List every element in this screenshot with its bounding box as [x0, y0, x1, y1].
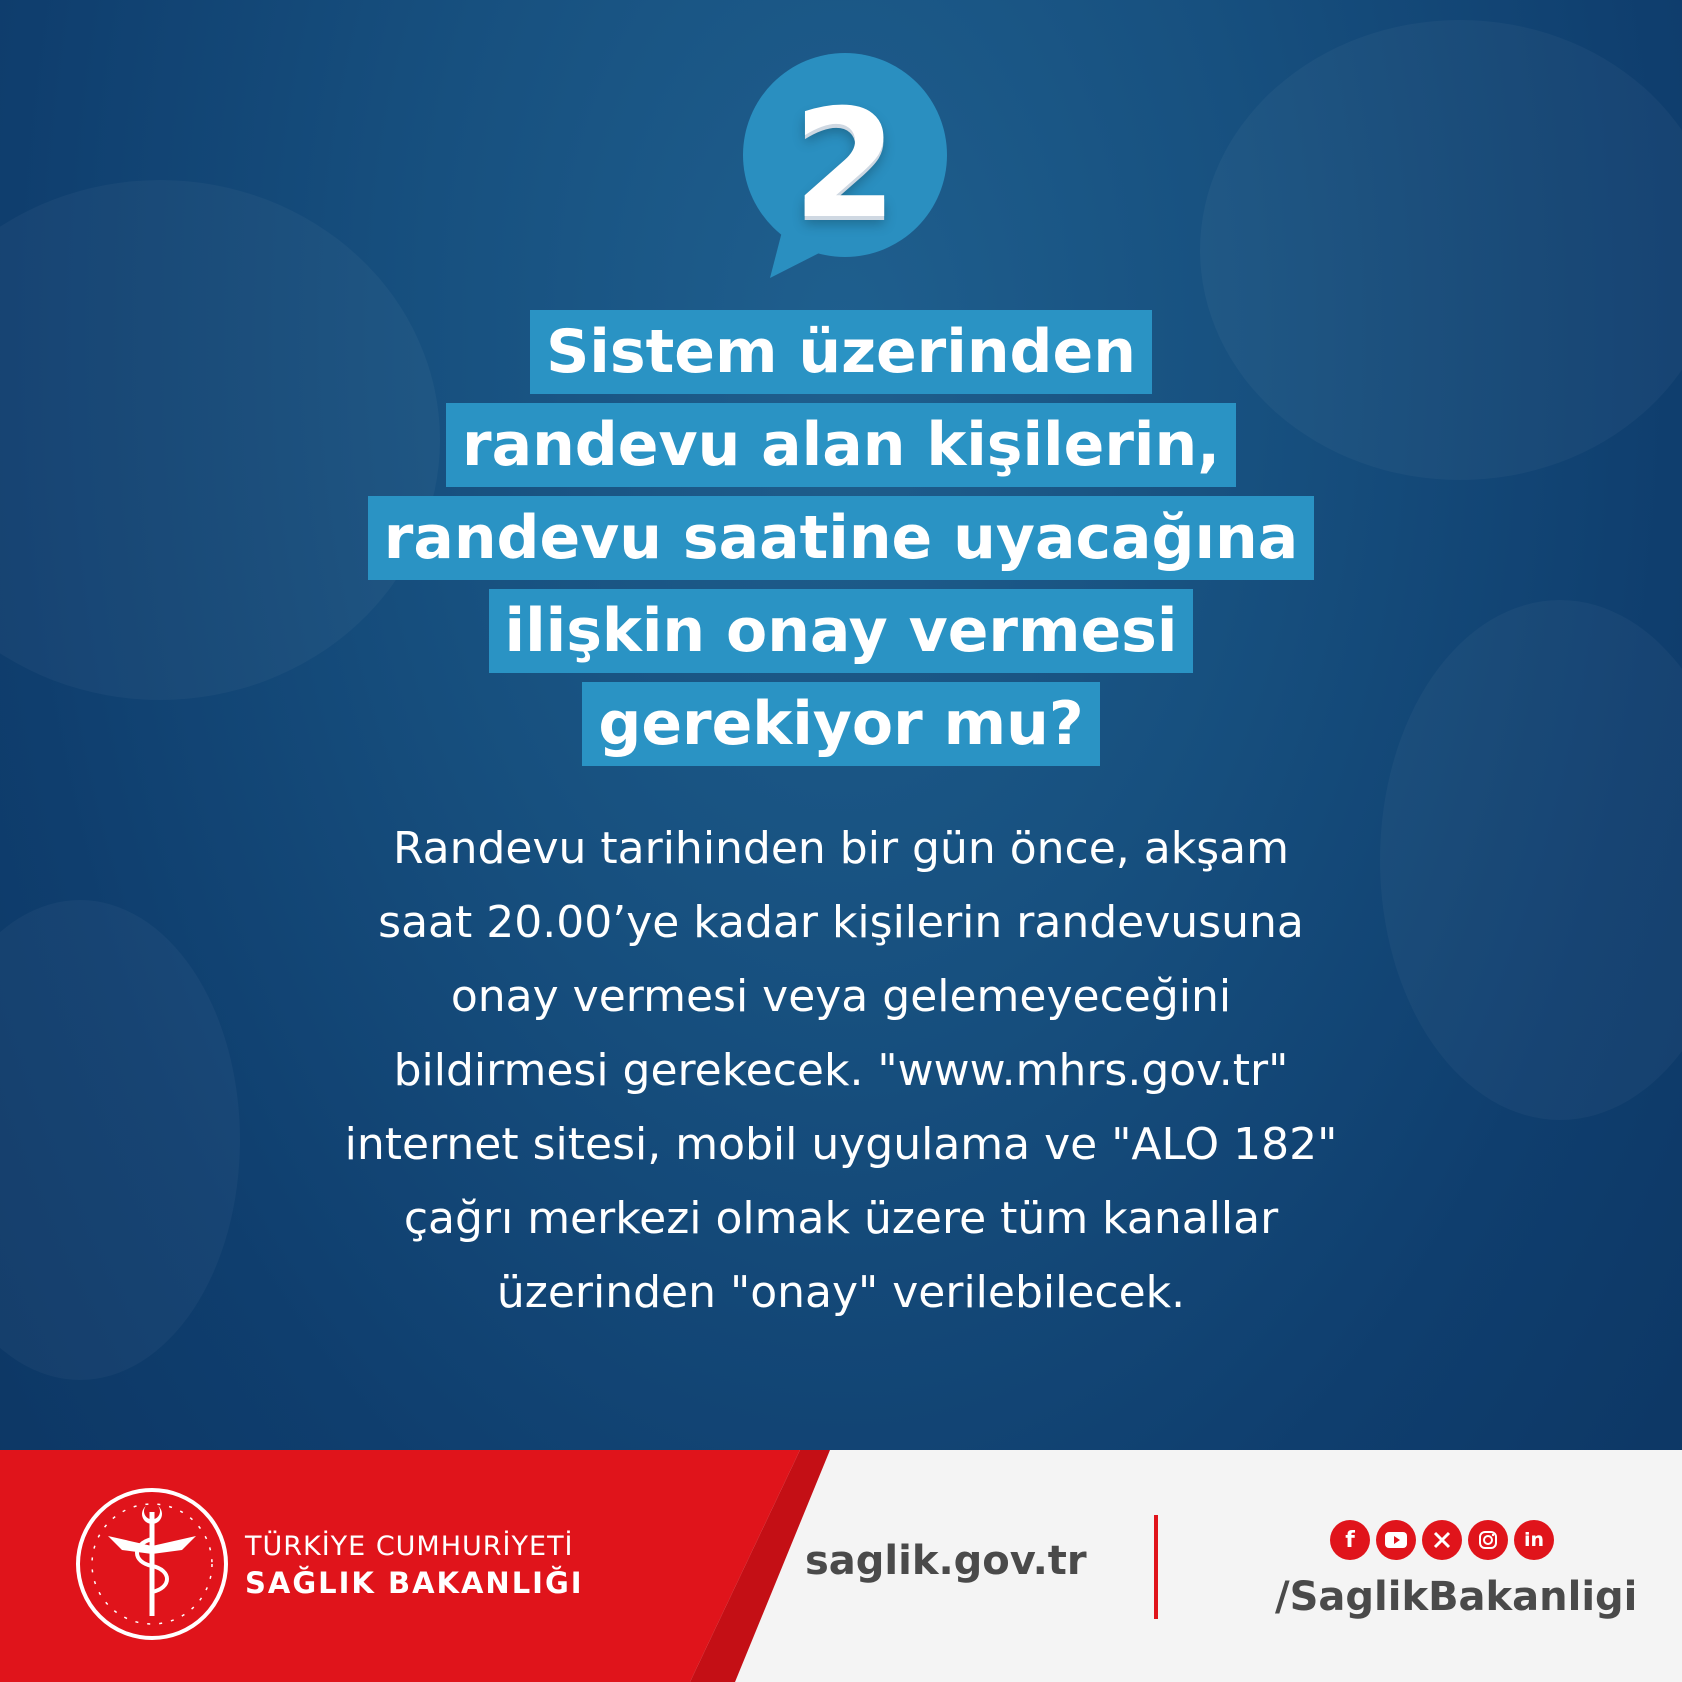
social-handle[interactable]: /SaglikBakanligi [1275, 1574, 1638, 1620]
ministry-name [245, 1530, 584, 1602]
question-title [0, 310, 1682, 775]
answer-line: saat 20.00’ye kadar kişilerin randevusuna [378, 897, 1304, 948]
instagram-icon[interactable] [1468, 1520, 1508, 1560]
question-line: ilişkin onay vermesi [489, 589, 1194, 673]
question-number-badge [740, 50, 950, 290]
footer [0, 1450, 1682, 1682]
answer-line: onay vermesi veya gelemeyeceğini [450, 971, 1232, 1022]
ministry-logo-icon [72, 1484, 232, 1644]
question-line: gerekiyor mu? [582, 682, 1099, 766]
question-line: randevu alan kişilerin, [446, 403, 1236, 487]
answer-line: Randevu tarihinden bir gün önce, akşam [393, 823, 1289, 874]
website-link[interactable]: saglik.gov.tr [805, 1538, 1087, 1584]
org-line-1: TÜRKİYE CUMHURİYETİ [245, 1531, 574, 1562]
answer-line: çağrı merkezi olmak üzere tüm kanallar [403, 1193, 1279, 1244]
question-line: Sistem üzerinden [530, 310, 1152, 394]
answer-line: üzerinden "onay" verilebilecek. [496, 1267, 1186, 1318]
org-line-2: SAĞLIK BAKANLIĞI [245, 1566, 584, 1600]
youtube-icon[interactable] [1376, 1520, 1416, 1560]
footer-divider [1154, 1515, 1158, 1619]
x-icon[interactable] [1422, 1520, 1462, 1560]
question-number: 2 [792, 78, 898, 252]
answer-text [150, 812, 1532, 1330]
answer-line: internet sitesi, mobil uygulama ve "ALO 182" [344, 1119, 1338, 1170]
answer-line: bildirmesi gerekecek. "www.mhrs.gov.tr" [393, 1045, 1289, 1096]
question-line: randevu saatine uyacağına [368, 496, 1314, 580]
social-icons [1330, 1520, 1554, 1564]
linkedin-icon[interactable]: in [1514, 1520, 1554, 1560]
facebook-icon[interactable]: f [1330, 1520, 1370, 1560]
